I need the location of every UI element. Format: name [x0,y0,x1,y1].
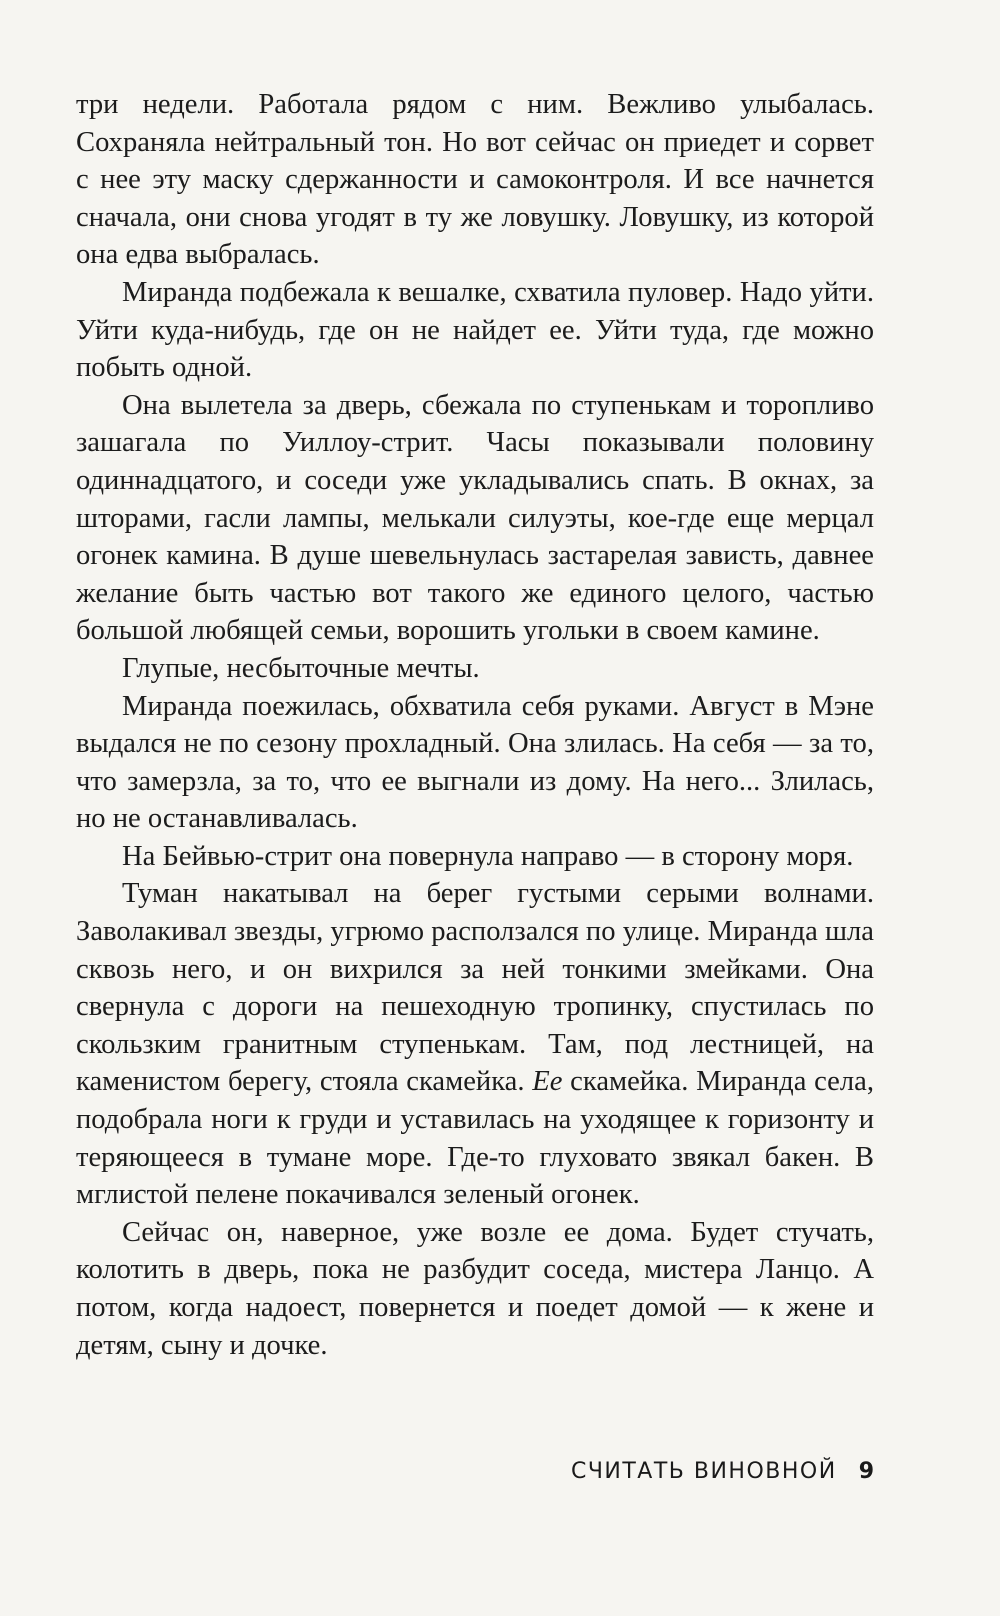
page-footer [0,1459,874,1484]
paragraph-7-text-before: Туман накатывал на берег густыми серыми волнами. Заволакивал звезды, угрюмо расползался по улице. Миранда шла сквозь него, и он вихрился за ней тонкими змейками. Она свернула с дороги на пешеходную тропинку, спустилась по скользким гранитным ступенькам. Там, под лестницей, на каменистом берегу, стояла скамейка. [76,878,874,1098]
page-number: 9 [858,1459,874,1484]
paragraph-1: три недели. Работала рядом с ним. Вежливо улыбалась. Сохраняла нейтральный тон. Но вот сейчас он приедет и сорвет с нее эту маску сдержанности и самоконтроля. И все начнется сначала, они снова угодят в ту же ловушку. Ловушку, из которой она едва выбралась. [76,89,874,271]
paragraph-6: На Бейвью-стрит она повернула направо — в сторону моря. [122,840,854,872]
paragraph-7 [76,875,874,1213]
paragraph-3: Она вылетела за дверь, сбежала по ступенькам и торопливо зашагала по Уиллоу-стрит. Часы показывали половину одиннадцатого, и соседи уже укладывались спать. В окнах, за шторами, гасли лампы, мелькали силуэты, кое-где еще мерцал огонек камина. В душе шевельнулась застарелая зависть, давнее желание быть частью вот такого же единого целого, частью большой любящей семьи, ворошить угольки в своем камине. [76,389,874,647]
paragraph-8: Сейчас он, наверное, уже возле ее дома. Будет стучать, колотить в дверь, пока не разбудит соседа, мистера Ланцо. А потом, когда надоест, повернется и поедет домой — к жене и детям, сыну и дочке. [76,1216,874,1361]
body-text [76,86,874,1364]
paragraph-7-emphasis: Ее [532,1066,563,1098]
paragraph-5: Миранда поежилась, обхватила себя руками. Август в Мэне выдался не по сезону прохладный. Она злилась. На себя — за то, что замерзла, за то, что ее выгнали из дому. На него... Злилась, но не останавливалась. [76,690,874,835]
running-title: СЧИТАТЬ ВИНОВНОЙ [570,1459,837,1484]
paragraph-7-text-after: скамейка. Миранда села, подобрала ноги к груди и уставилась на уходящее к горизонту и теряющееся в тумане море. Где-то глуховато звякал бакен. В мглистой пелене покачивался зеленый огонек. [76,1066,874,1211]
paragraph-2: Миранда подбежала к вешалке, схватила пуловер. Надо уйти. Уйти куда-нибудь, где он не найдет ее. Уйти туда, где можно побыть одной. [76,276,874,384]
paragraph-4: Глупые, несбыточные мечты. [122,652,480,684]
